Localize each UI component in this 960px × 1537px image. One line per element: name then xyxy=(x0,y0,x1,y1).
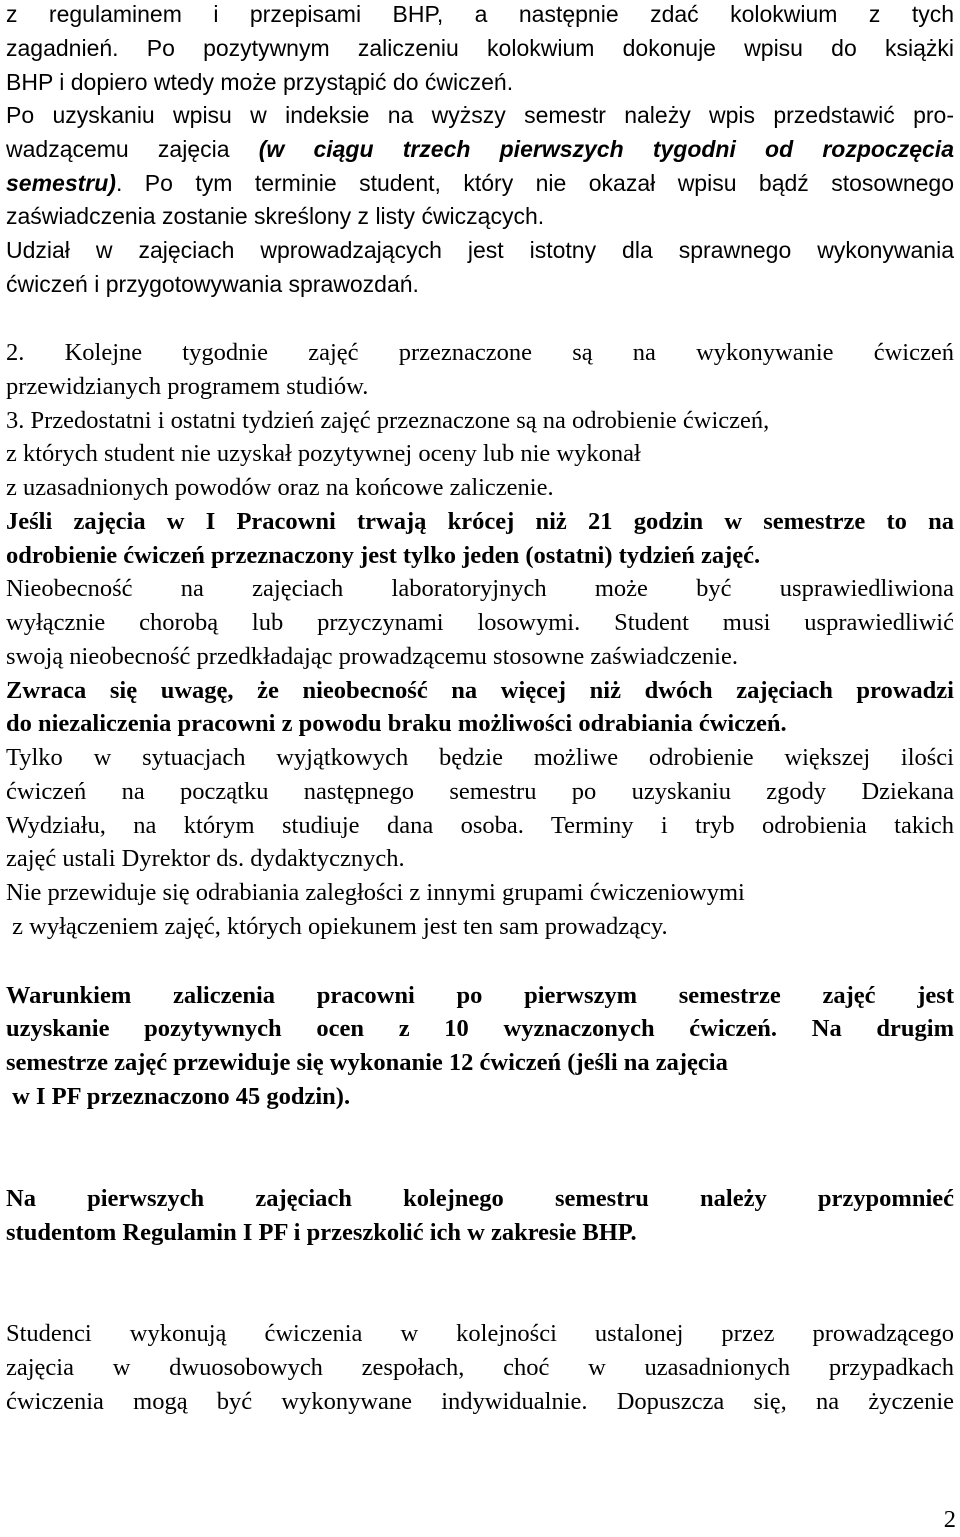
text-line xyxy=(6,132,954,166)
text-run: wadzącemu zajęcia xyxy=(6,136,259,162)
text-line: Zwraca się uwagę, że nieobecność na więcej niż dwóch zajęciach prowadzi xyxy=(6,677,954,704)
text-line: Warunkiem zaliczenia pracowni po pierwszym semestrze zajęć jest xyxy=(6,982,954,1009)
text-line: Wydziału, na którym studiuje dana osoba. Terminy i tryb odrobienia takich xyxy=(6,812,954,839)
text-line: Nie przewiduje się odrabiania zaległości z innymi grupami ćwiczeniowymi xyxy=(6,879,745,906)
text-line: BHP i dopiero wtedy może przystąpić do ćwiczeń. xyxy=(6,69,514,95)
text-line: zajęć ustali Dyrektor ds. dydaktycznych. xyxy=(6,845,405,872)
text-line: odrobienie ćwiczeń przeznaczony jest tylko jeden (ostatni) tydzień zajęć. xyxy=(6,542,761,569)
text-line: uzyskanie pozytywnych ocen z 10 wyznaczonych ćwiczeń. Na drugim xyxy=(6,1015,954,1042)
text-line: z uzasadnionych powodów oraz na końcowe zaliczenie. xyxy=(6,474,554,501)
text-line: wyłącznie chorobą lub przyczynami losowymi. Student musi usprawiedliwić xyxy=(6,609,954,636)
text-line: ćwiczenia mogą być wykonywane indywidualnie. Dopuszcza się, na życzenie xyxy=(6,1388,954,1415)
text-line: Na pierwszych zajęciach kolejnego semestru należy przypomnieć xyxy=(6,1185,954,1212)
text-line: z wyłączeniem zajęć, których opiekunem jest ten sam prowadzący. xyxy=(6,913,668,940)
text-line: zagadnień. Po pozytywnym zaliczeniu kolokwium dokonuje wpisu do książki xyxy=(6,35,954,61)
text-line: 3. Przedostatni i ostatni tydzień zajęć przeznaczone są na odrobienie ćwiczeń, xyxy=(6,407,770,434)
text-line: Tylko w sytuacjach wyjątkowych będzie możliwe odrobienie większej ilości xyxy=(6,744,954,771)
text-line: w I PF przeznaczono 45 godzin). xyxy=(6,1083,351,1110)
text-line: przewidzianych programem studiów. xyxy=(6,373,369,400)
emphasis-text: semestru) xyxy=(6,170,116,196)
emphasis-text: (w ciągu trzech pierwszych tygodni od rozpoczęcia xyxy=(258,136,954,162)
text-line: ćwiczeń na początku następnego semestru po uzyskaniu zgody Dziekana xyxy=(6,778,954,805)
text-line: semestrze zajęć przewiduje się wykonanie 12 ćwiczeń (jeśli na zajęcia xyxy=(6,1049,728,1076)
text-line: Studenci wykonują ćwiczenia w kolejności ustalonej przez prowadzącego xyxy=(6,1320,954,1347)
text-run: . Po tym terminie student, który nie okazał wpisu bądź stosownego xyxy=(115,170,954,196)
text-line: do niezaliczenia pracowni z powodu braku możliwości odrabiania ćwiczeń. xyxy=(6,710,787,737)
text-line xyxy=(6,166,954,200)
text-line: Jeśli zajęcia w I Pracowni trwają krócej niż 21 godzin w semestrze to na xyxy=(6,508,954,535)
text-line: z których student nie uzyskał pozytywnej oceny lub nie wykonał xyxy=(6,440,641,467)
text-line: z regulaminem i przepisami BHP, a następnie zdać kolokwium z tych xyxy=(6,1,954,27)
text-line: Nieobecność na zajęciach laboratoryjnych może być usprawiedliwiona xyxy=(6,575,954,602)
text-line: ćwiczeń i przygotowywania sprawozdań. xyxy=(6,271,419,297)
text-line: zaświadczenia zostanie skreślony z listy ćwiczących. xyxy=(6,203,545,229)
text-line: Po uzyskaniu wpisu w indeksie na wyższy semestr należy wpis przedstawić pro- xyxy=(6,102,954,128)
text-line: zajęcia w dwuosobowych zespołach, choć w uzasadnionych przypadkach xyxy=(6,1354,954,1381)
text-line: studentom Regulamin I PF i przeszkolić ich w zakresie BHP. xyxy=(6,1219,637,1246)
text-line: Udział w zajęciach wprowadzających jest istotny dla sprawnego wykonywania xyxy=(6,237,954,263)
text-line: swoją nieobecność przedkładając prowadzącemu stosowne zaświadczenie. xyxy=(6,643,738,670)
text-line: 2. Kolejne tygodnie zajęć przeznaczone są na wykonywanie ćwiczeń xyxy=(6,339,954,366)
page-number: 2 xyxy=(943,1506,956,1533)
